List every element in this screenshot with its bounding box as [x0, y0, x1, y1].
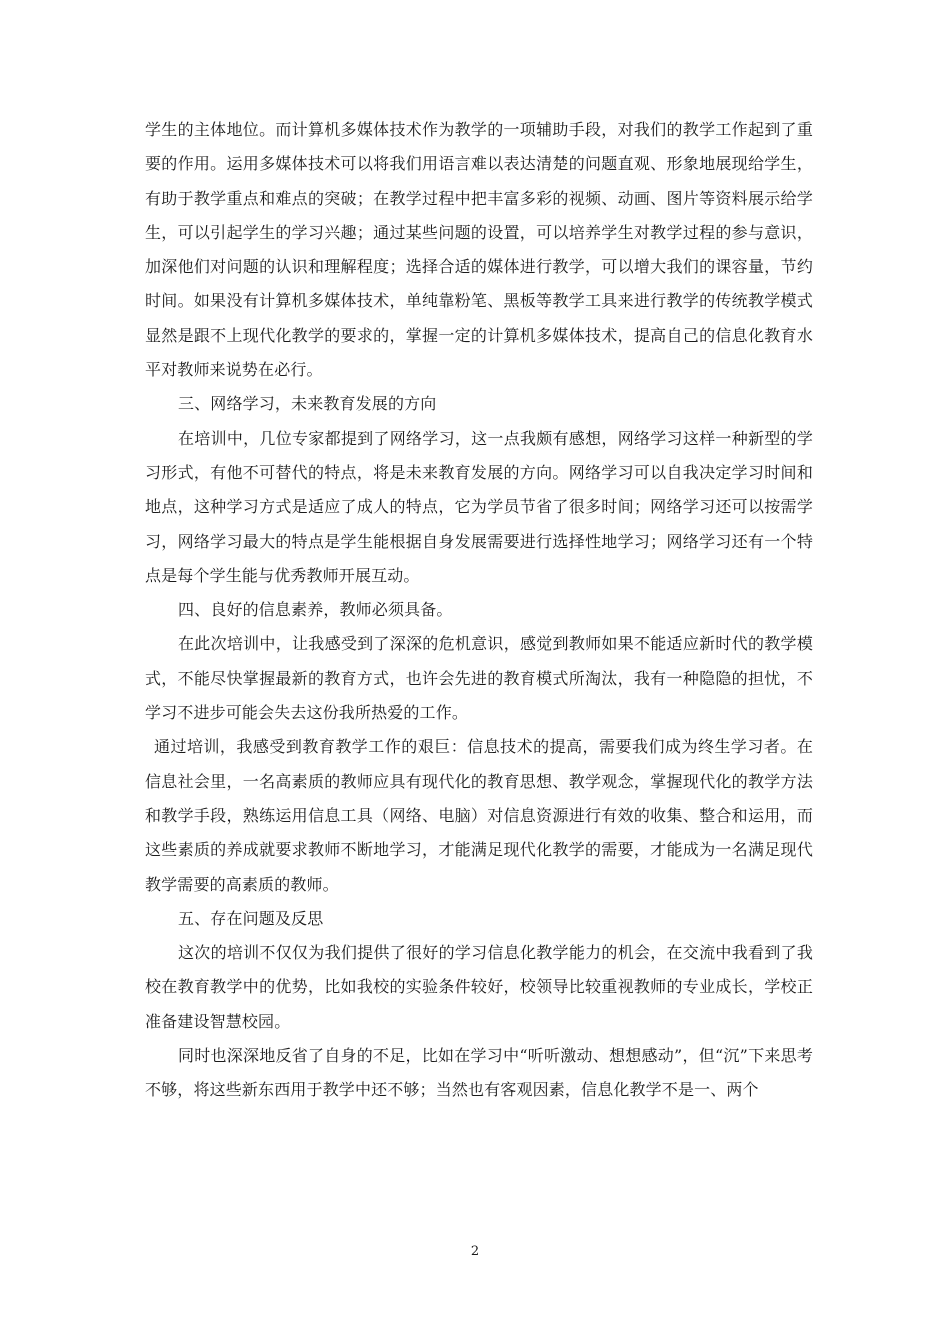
paragraph-self-reflection: 同时也深深地反省了自身的不足，比如在学习中“听听激动、想想感动”，但“沉”下来思考不够，将这些新东西用于教学中还不够；当然也有客观因素，信息化教学不是一、两个 — [145, 1046, 813, 1100]
paragraph-lifelong-learning: 通过培训，我感受到教育教学工作的艰巨：信息技术的提高，需要我们成为终生学习者。在信息社会里，一名高素质的教师应具有现代化的教育思想、教学观念，掌握现代化的教学方法和教学手段，熟练运用信息工具（网络、电脑）对信息资源进行有效的收集、整合和运用，而这些素质的养成就要求教师不断地学习，才能满足现代化教学的需要，才能成为一名满足现代教学需要的高素质的教师。 — [145, 737, 813, 894]
document-body — [145, 113, 813, 1108]
section-heading-4: 四、良好的信息素养，教师必须具备。 — [178, 600, 453, 620]
paragraph-school-advantages: 这次的培训不仅仅为我们提供了很好的学习信息化教学能力的机会，在交流中我看到了我校在教育教学中的优势，比如我校的实验条件较好，校领导比较重视教师的专业成长，学校正准备建设智慧校园。 — [145, 943, 813, 1031]
page-number: 2 — [470, 1244, 480, 1259]
section-heading-5: 五、存在问题及反思 — [178, 908, 324, 928]
section-heading-3: 三、网络学习，未来教育发展的方向 — [178, 394, 437, 414]
paragraph-crisis-awareness: 在此次培训中，让我感受到了深深的危机意识，感觉到教师如果不能适应新时代的教学模式，不能尽快掌握最新的教育方式，也许会先进的教育模式所淘汰，我有一种隐隐的担忧，不学习不进步可能会失去这份我所热爱的工作。 — [145, 634, 813, 723]
paragraph-multimedia-importance: 学生的主体地位。而计算机多媒体技术作为教学的一项辅助手段，对我们的教学工作起到了重要的作用。运用多媒体技术可以将我们用语言难以表达清楚的问题直观、形象地展现给学生，有助于教学重点和难点的突破；在教学过程中把丰富多彩的视频、动画、图片等资料展示给学生，可以引起学生的学习兴趣；通过某些问题的设置，可以培养学生对教学过程的参与意识，加深他们对问题的认识和理解程度；选择合适的媒体进行教学，可以增大我们的课容量，节约时间。如果没有计算机多媒体技术，单纯靠粉笔、黑板等教学工具来进行教学的传统教学模式显然是跟不上现代化教学的要求的，掌握一定的计算机多媒体技术，提高自己的信息化教育水平对教师来说势在必行。 — [145, 120, 813, 380]
paragraph-online-learning: 在培训中，几位专家都提到了网络学习，这一点我颇有感想，网络学习这样一种新型的学习形式，有他不可替代的特点，将是未来教育发展的方向。网络学习可以自我决定学习时间和地点，这种学习方式是适应了成人的特点，它为学员节省了很多时间；网络学习还可以按需学习，网络学习最大的特点是学生能根据自身发展需要进行选择性地学习；网络学习还有一个特点是每个学生能与优秀教师开展互动。 — [145, 428, 813, 585]
